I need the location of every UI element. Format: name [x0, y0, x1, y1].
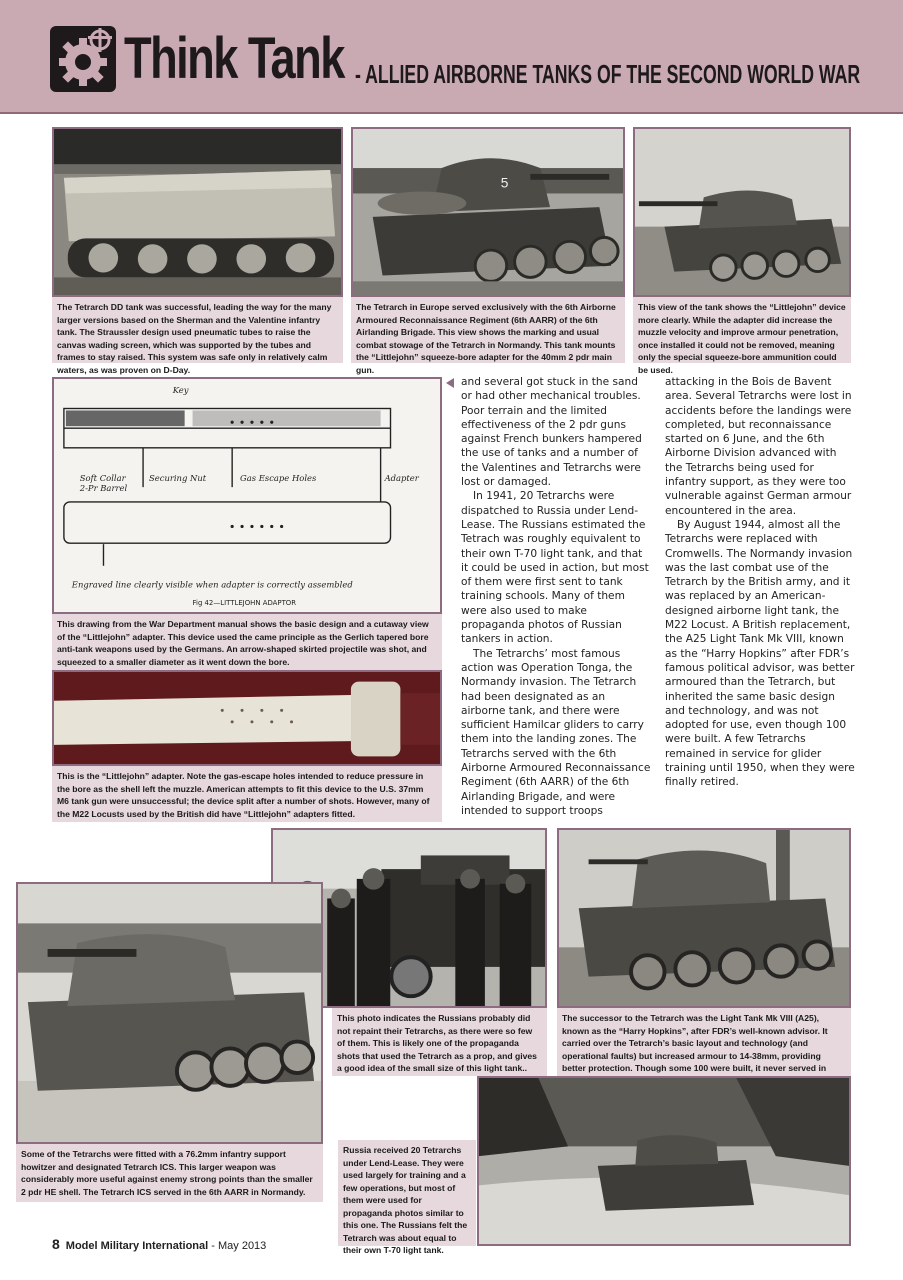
caption-tetrarch-europe: The Tetrarch in Europe served exclusively with the 6th Airborne Armoured Reconnaissance Regiment (6th AARR) of the 6th Airlanding Brigade. This view shows the marking and usual combat stowage of the Tetrarch in Normandy. This tank mounts the “Littlejohn” squeeze-bore adapter for the 40mm 2 pdr main gun. [351, 297, 625, 363]
article-paragraph: In 1941, 20 Tetrarchs were dispatched to Russia under Lend-Lease. The Russians estimated the Tetrach was roughly equivalent to their own T-70 light tank, and that it could be used in action, but most of them were first sent to tank training schools. Many of them were also used to make propaganda photos of Russian tankers in action. [461, 490, 649, 646]
article-paragraph: attacking in the Bois de Bavent area. Several Tetrarchs were lost in accidents before the landings were completed, but reconnaissance started on 6 June, and the 6th Airborne Division advanced with the Tetrarchs being used for infantry support, as they were too vulnerable against German armour encountered in the area. [665, 376, 852, 517]
article-column-2 [665, 375, 855, 790]
photo-lendlease-tetrarch [477, 1076, 851, 1246]
caption-lendlease: Russia received 20 Tetrarchs under Lend-Lease. They were used largely for training and a few operations, but most of them were used for propaganda photos similar to this one. The Russians felt the Tetrarch was about equal to their own T-70 light tank. [338, 1140, 476, 1246]
caption-harry-hopkins: The successor to the Tetrarch was the Light Tank Mk VIII (A25), known as the “Harry Hopkins”, after FDR’s well-known advisor. It carried over the Tetrarch’s basic layout and technology (and operational faults) but increased armour to 14-38mm, providing better protection. Though some 100 were built, it never served in [557, 1008, 851, 1076]
issue-date: - May 2013 [211, 1240, 267, 1252]
magazine-name: Model Military International [65, 1240, 209, 1252]
tank-marking: 5 [500, 175, 509, 191]
drawing-label-key: Key [172, 384, 189, 395]
drawing-label-soft-collar: Soft Collar [79, 473, 126, 484]
drawing-fig-label: Fig 42—LITTLEJOHN ADAPTOR [192, 599, 297, 608]
drawing-label-adapter: Adapter [384, 473, 419, 484]
article-paragraph: and several got stuck in the sand or had other mechanical troubles. Poor terrain and the limited effectiveness of the 2 pdr guns against French bunkers hampered the use of tanks and a number of the Valentines and Tetrarchs were lost or damaged. [461, 376, 642, 489]
caption-littlejohn-view: This view of the tank shows the “Littlejohn” device more clearly. While the adapter did increase the muzzle velocity and improve armour penetration, once installed it could not be removed, meaning only the special squeeze-bore ammunition could be used. [633, 297, 851, 363]
photo-harry-hopkins [557, 828, 851, 1008]
caption-tetrarch-ics: Some of the Tetrarchs were fitted with a 76.2mm infantry support howitzer and designated Tetrarch ICS. This larger weapon was considerably more useful against enemy strong points than the smaller 2 pdr HE shell. The Tetrarch ICS served in the 6th AARR in Normandy. [16, 1144, 323, 1202]
article-paragraph: The Tetrarchs’ most famous action was Operation Tonga, the Normandy invasion. The Tetrarch had been designated as an airborne tank, and there were sufficient Hamilcar gliders to carry them into the landing zones. The Tetrarchs served with the 6th Airborne Armoured Reconnaissance Regiment (6th AARR) of the 6th Airlanding Brigade, and were intended to support troops [461, 647, 651, 817]
header-band [0, 0, 903, 114]
continuation-arrow-icon [446, 378, 454, 388]
photo-tetrarch-ics [16, 882, 323, 1144]
photo-adapter [52, 670, 442, 766]
drawing-label-gas-holes: Gas Escape Holes [240, 473, 317, 484]
photo-tetrarch-europe [351, 127, 625, 297]
drawing-label-barrel: 2-Pr Barrel [79, 483, 128, 494]
caption-drawing: This drawing from the War Department manual shows the basic design and a cutaway view of the “Littlejohn” adapter. This device used the came principle as the Gerlich tapered bore anti-tank weapons used by the Germans. An arrow-shaped skirted projectile was shot, and squeezed to a smaller diameter as it went down the bore. [52, 614, 442, 670]
caption-dd-tank: The Tetrarch DD tank was successful, leading the way for the many larger versions based on the Sherman and the Valentine infantry tank. The Straussler design used pneumatic tubes to raise the canvas wading screen, which was supported by the tubes and frames to stay raised. This system was safe only in relatively calm waters, as was proven on D-Day. [52, 297, 343, 363]
page-subtitle: - ALLIED AIRBORNE TANKS OF THE SECOND WORLD WAR [355, 59, 861, 89]
article-paragraph: By August 1944, almost all the Tetrarchs were replaced with Cromwells. The Normandy invasion was the last combat use of the Tetrarch by the British army, and it was replaced by an American-designed airborne light tank, the M22 Locust. A British replacement, the A25 Light Tank Mk VIII, known as the “Harry Hopkins” after FDR’s famous political advisor, was better armoured than the Tetrarch, but inherited the same basic design and technology, and was not adopted for use, even though 100 were built. A few Tetrarchs remained in service for glider training until 1950, when they were finally retired. [665, 518, 855, 789]
drawing-label-securing-nut: Securing Nut [149, 473, 207, 484]
photo-dd-tank [52, 127, 343, 297]
article-column-1 [461, 375, 651, 818]
page-number: 8 [52, 1236, 60, 1252]
photo-littlejohn-tank [633, 127, 851, 297]
gear-logo-icon [50, 26, 116, 92]
page-footer [52, 1236, 266, 1252]
page-title: Think Tank [124, 26, 344, 91]
caption-russians: This photo indicates the Russians probably did not repaint their Tetrarchs, as there were so few of them. This is likely one of the propaganda shots that used the Tetrarch as a prop, and gives a good idea of the small size of this light tank.. [332, 1008, 547, 1076]
drawing-label-engraved: Engraved line clearly visible when adapter is correctly assembled [71, 579, 353, 590]
drawing-littlejohn-adapter [52, 377, 442, 614]
caption-adapter: This is the “Littlejohn” adapter. Note the gas-escape holes intended to reduce pressure in the bore as the shell left the muzzle. American attempts to fit this device to the U.S. 37mm M6 tank gun were unsuccessful; the device split after a number of shots. However, many of the M22 Locusts used by the British did have “Littlejohn” adapters fitted. [52, 766, 442, 822]
